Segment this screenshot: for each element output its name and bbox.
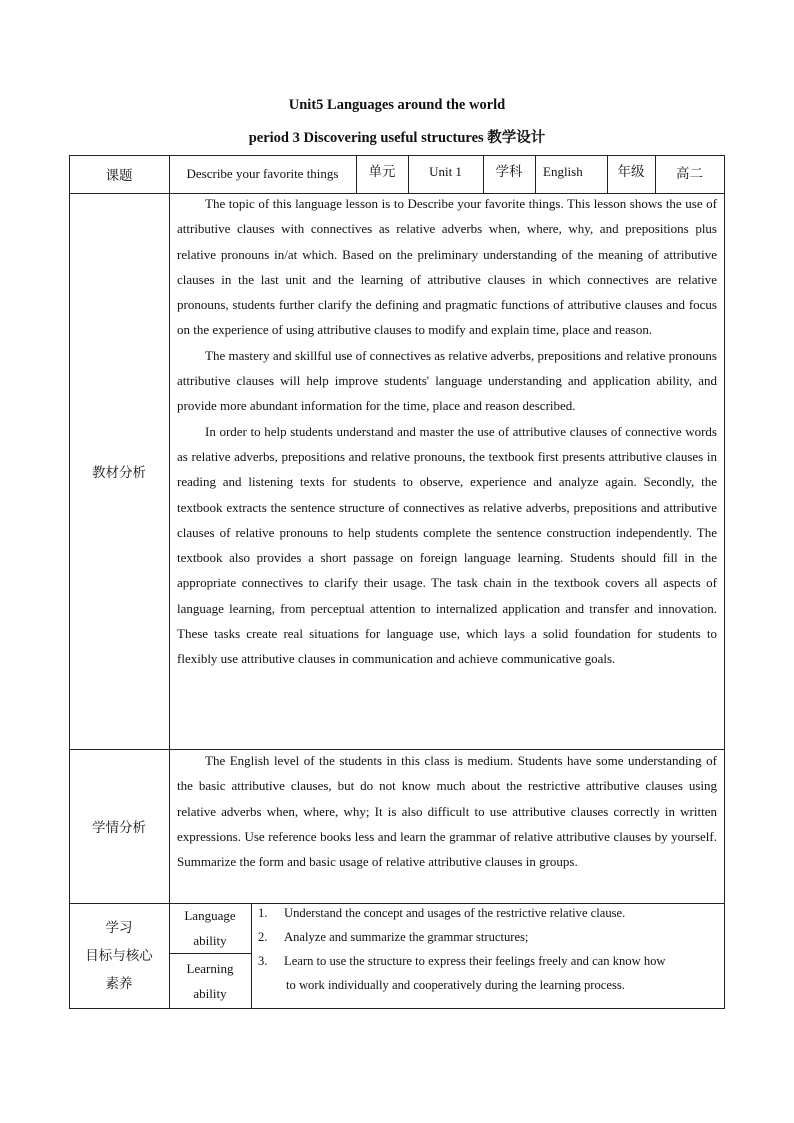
table-border-bottom (69, 1008, 725, 1009)
goal-text: Analyze and summarize the grammar structures; (284, 930, 529, 944)
unit-label: 单元 (368, 164, 396, 179)
goal-number: 3. (258, 954, 268, 968)
analysis-paragraph: In order to help students understand and master the use of attributive clauses of connective words as relative adverbs, prepositions and relative pronouns, the textbook first presents attributive clauses in reading and listening texts for students to observe, experience and analyze again. Secondly, the textbook extracts the sentence structure of connectives as relative adverbs, prepositions and attributive clauses of relative pronouns to help students complete the sentence construction independently. The textbook also provides a short passage on foreign language learning. Students should fill in the appropriate connectives to clarify their usage. The task chain in the textbook covers all aspects of language learning, from perceptual attention to internalized application and transfer and innovation. These tasks create real situations for language use, which lays a solid foundation for students to flexibly use attributive clauses in communication and achieve communicative goals. (177, 423, 717, 667)
subject-value: English (543, 164, 583, 179)
grade-value: 高二 (676, 166, 703, 181)
language-ability-line: ability (193, 933, 227, 948)
goal-number: 2. (258, 930, 268, 944)
goal-text: Understand the concept and usages of the restrictive relative clause. (284, 906, 626, 920)
learner-analysis-text (177, 748, 717, 874)
grade-label: 年级 (617, 164, 645, 179)
language-ability-line: Language (184, 908, 236, 923)
goal-item (258, 949, 720, 973)
language-ability-label (169, 903, 251, 953)
learner-paragraph: The English level of the students in this class is medium. Students have some understanding of the basic attributive clauses, but do not know much about the restrictive attributive clauses using relative adverbs when, where, why; It is also difficult to use attributive clauses correctly in written expressions. Use reference books less and learn the grammar of relative attributive clauses by yourself. Summarize the form and basic usage of relative attributive clauses in groups. (177, 753, 717, 870)
learning-ability-label (169, 953, 251, 1008)
goals-label (69, 903, 169, 1008)
topic-value: Describe your favorite things (186, 166, 339, 181)
goal-text: to work individually and cooperatively during the learning process. (286, 978, 625, 992)
goals-label-line: 目标与核心 (85, 947, 153, 963)
document-subtitle: period 3 Discovering useful structures 教学设计 (248, 130, 546, 146)
goal-item (258, 973, 718, 997)
unit-value: Unit 1 (429, 164, 462, 179)
learning-ability-line: Learning (186, 960, 234, 976)
goals-label-line: 素养 (105, 975, 133, 991)
analysis-paragraph: The mastery and skillful use of connectives as relative adverbs, prepositions and relative pronouns attributive clauses will help improve students' language understanding and application ability, and provide more abundant information for the time, place and reason described. (177, 347, 717, 414)
table-column-divider (169, 155, 170, 1009)
learner-analysis-label: 学情分析 (92, 820, 146, 835)
goal-item (258, 925, 718, 949)
document-title: Unit5 Languages around the world (288, 97, 506, 113)
analysis-paragraph: The topic of this language lesson is to Describe your favorite things. This lesson shows the use of attributive clauses with connectives as relative adverbs when, where, why, and prepositions plus relative pronouns in/at which. Based on the preliminary understanding of the meaning of attributive clauses in the last unit and the learning of attributive clauses in which connectives are relative pronouns, students further clarify the defining and pragmatic functions of attributive clauses and focus on the experience of using attributive clauses to modify and explain time, place and reason. (177, 196, 717, 338)
goal-number: 1. (258, 906, 268, 920)
textbook-analysis-text (177, 191, 717, 672)
learning-ability-line: ability (193, 985, 227, 1001)
topic-label: 课题 (105, 168, 133, 183)
goal-text: Learn to use the structure to express their feelings freely and can know how (284, 954, 666, 968)
subject-label: 学科 (495, 164, 523, 179)
goals-label-line: 学习 (105, 919, 133, 935)
table-column-divider (251, 903, 252, 1009)
textbook-analysis-label: 教材分析 (92, 465, 146, 480)
goal-item (258, 901, 718, 925)
table-border-right (724, 155, 725, 1009)
